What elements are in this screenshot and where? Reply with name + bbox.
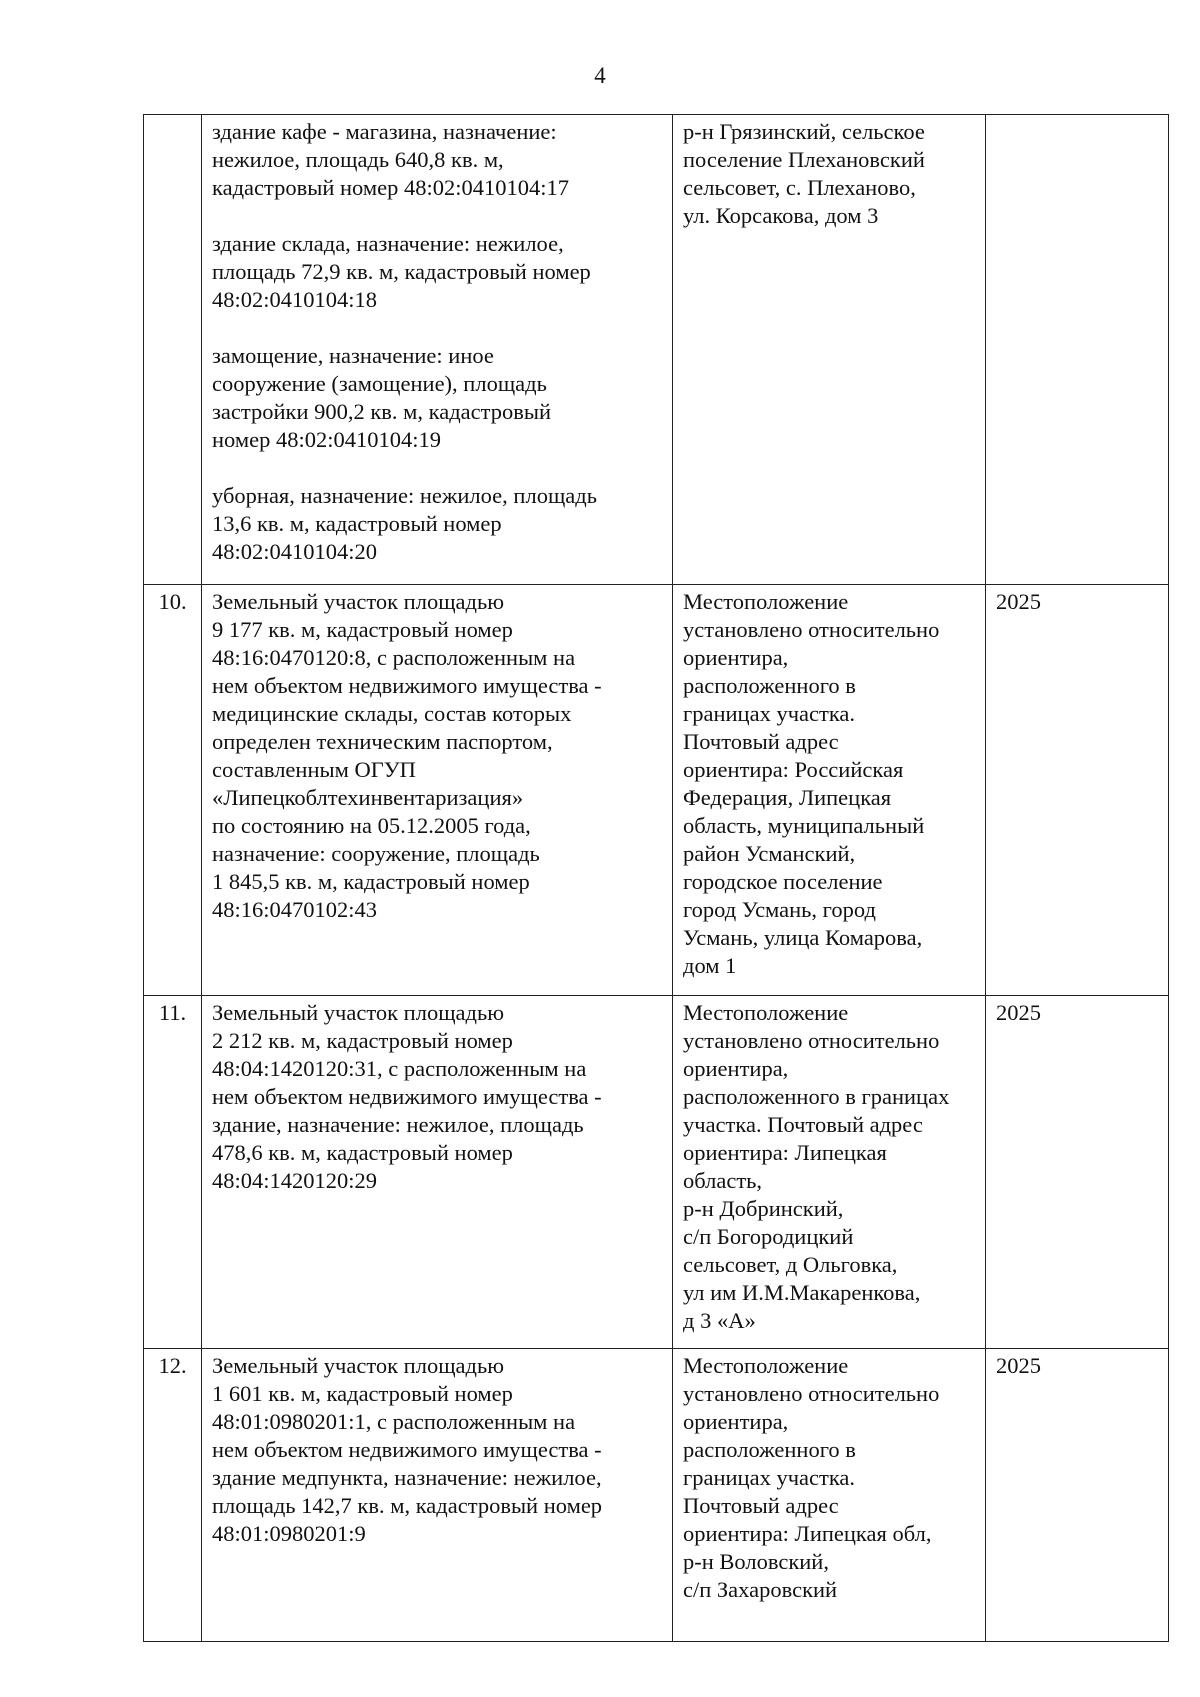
description-line: здание, назначение: нежилое, площадь — [212, 1112, 584, 1137]
address-line: с/п Богородицкий — [683, 1224, 854, 1249]
address-line: сельсовет, с. Плеханово, — [683, 175, 916, 200]
description-line: по состоянию на 05.12.2005 года, — [212, 813, 531, 838]
address-line: границах участка. — [683, 701, 856, 726]
address-line: Федерация, Липецкая — [683, 785, 892, 810]
address-line: поселение Плехановский — [683, 147, 925, 172]
description-line: 1 601 кв. м, кадастровый номер — [212, 1381, 513, 1406]
description-line: медицинские склады, состав которых — [212, 701, 572, 726]
address-line: д 3 «А» — [683, 1308, 756, 1333]
description-line: уборная, назначение: нежилое, площадь — [212, 483, 597, 508]
description-line: «Липецкоблтехинвентаризация» — [212, 785, 524, 810]
description-line: назначение: сооружение, площадь — [212, 841, 540, 866]
address-line: ориентира, — [683, 1409, 789, 1434]
address-line: область, муниципальный — [683, 813, 925, 838]
description-line: нем объектом недвижимого имущества - — [212, 1437, 602, 1462]
address-line: дом 1 — [683, 953, 737, 978]
year-cell: 2025 — [986, 585, 1169, 996]
address-line: область, — [683, 1168, 763, 1193]
page-number: 4 — [594, 63, 606, 88]
address-line: ориентира, — [683, 645, 789, 670]
address-line: ориентира: Липецкая обл, — [683, 1521, 932, 1546]
description-line: 9 177 кв. м, кадастровый номер — [212, 617, 513, 642]
description-line: здание кафе - магазина, назначение: — [212, 119, 557, 144]
address-line: р-н Воловский, — [683, 1549, 829, 1574]
object-description-cell — [202, 115, 673, 585]
address-line: расположенного в — [683, 673, 856, 698]
description-line: нем объектом недвижимого имущества - — [212, 673, 602, 698]
description-line: нем объектом недвижимого имущества - — [212, 1084, 602, 1109]
description-paragraph — [212, 118, 668, 202]
description-line: здание склада, назначение: нежилое, — [212, 231, 564, 256]
description-line: 1 845,5 кв. м, кадастровый номер — [212, 869, 530, 894]
description-paragraph — [212, 482, 668, 566]
address-line: Местоположение — [683, 589, 849, 614]
address-line: район Усманский, — [683, 841, 856, 866]
address-line: Почтовый адрес — [683, 1493, 839, 1518]
address-line: расположенного в — [683, 1437, 856, 1462]
description-line: 48:16:0470120:8, с расположенным на — [212, 645, 576, 670]
address-line: город Усмань, город — [683, 897, 876, 922]
description-line: 13,6 кв. м, кадастровый номер — [212, 511, 502, 536]
description-line: здание медпункта, назначение: нежилое, — [212, 1465, 602, 1490]
description-line: Земельный участок площадью — [212, 1000, 505, 1025]
object-description-cell — [202, 1349, 673, 1642]
description-paragraph — [212, 230, 668, 314]
address-cell — [673, 996, 986, 1349]
address-line: р-н Грязинский, сельское — [683, 119, 925, 144]
description-line: 48:04:1420120:29 — [212, 1168, 378, 1193]
table-row — [144, 996, 1169, 1349]
description-line: 48:01:0980201:9 — [212, 1521, 366, 1546]
object-description-cell — [202, 585, 673, 996]
row-number-cell — [144, 115, 202, 585]
address-line: границах участка. — [683, 1465, 856, 1490]
description-line: застройки 900,2 кв. м, кадастровый — [212, 399, 552, 424]
description-line: площадь 72,9 кв. м, кадастровый номер — [212, 259, 591, 284]
description-line: Земельный участок площадью — [212, 589, 505, 614]
object-description-cell — [202, 996, 673, 1349]
address-line: расположенного в границах — [683, 1084, 950, 1109]
description-line: 48:04:1420120:31, с расположенным на — [212, 1056, 587, 1081]
property-table-body — [144, 115, 1169, 1642]
year-cell — [986, 115, 1169, 585]
address-line: участка. Почтовый адрес — [683, 1112, 923, 1137]
description-line: 48:02:0410104:18 — [212, 287, 378, 312]
description-paragraph — [212, 588, 668, 924]
description-line: 478,6 кв. м, кадастровый номер — [212, 1140, 513, 1165]
description-paragraph — [212, 342, 668, 454]
description-line: сооружение (замощение), площадь — [212, 371, 547, 396]
address-line: ориентира: Липецкая — [683, 1140, 887, 1165]
description-line: составленным ОГУП — [212, 757, 416, 782]
address-line: Местоположение — [683, 1353, 849, 1378]
description-line: площадь 142,7 кв. м, кадастровый номер — [212, 1493, 603, 1518]
address-cell — [673, 1349, 986, 1642]
property-table — [143, 114, 1169, 1642]
year-cell: 2025 — [986, 1349, 1169, 1642]
address-line: сельсовет, д Ольговка, — [683, 1252, 898, 1277]
table-row — [144, 115, 1169, 585]
address-line: Местоположение — [683, 1000, 849, 1025]
description-line: 2 212 кв. м, кадастровый номер — [212, 1028, 513, 1053]
description-line: замощение, назначение: иное — [212, 343, 494, 368]
description-line: кадастровый номер 48:02:0410104:17 — [212, 175, 569, 200]
description-line: Земельный участок площадью — [212, 1353, 505, 1378]
address-line: установлено относительно — [683, 1028, 940, 1053]
address-line: установлено относительно — [683, 617, 940, 642]
description-paragraph — [212, 1352, 668, 1548]
address-line: р-н Добринский, — [683, 1196, 844, 1221]
row-number-cell: 10. — [144, 585, 202, 996]
description-paragraph — [212, 999, 668, 1195]
description-line: 48:02:0410104:20 — [212, 539, 378, 564]
description-line: номер 48:02:0410104:19 — [212, 427, 441, 452]
description-line: определен техническим паспортом, — [212, 729, 553, 754]
address-line: ориентира, — [683, 1056, 789, 1081]
address-line: установлено относительно — [683, 1381, 940, 1406]
address-line: городское поселение — [683, 869, 883, 894]
address-line: ул. Корсакова, дом 3 — [683, 203, 879, 228]
description-line: нежилое, площадь 640,8 кв. м, — [212, 147, 504, 172]
description-line: 48:01:0980201:1, с расположенным на — [212, 1409, 576, 1434]
address-cell — [673, 115, 986, 585]
address-line: Усмань, улица Комарова, — [683, 925, 923, 950]
table-row — [144, 585, 1169, 996]
address-line: ул им И.М.Макаренкова, — [683, 1280, 921, 1305]
row-number-cell: 12. — [144, 1349, 202, 1642]
description-line: 48:16:0470102:43 — [212, 897, 378, 922]
row-number-cell: 11. — [144, 996, 202, 1349]
address-line: с/п Захаровский — [683, 1577, 838, 1602]
address-line: ориентира: Российская — [683, 757, 904, 782]
address-cell — [673, 585, 986, 996]
table-row — [144, 1349, 1169, 1642]
address-line: Почтовый адрес — [683, 729, 839, 754]
year-cell: 2025 — [986, 996, 1169, 1349]
